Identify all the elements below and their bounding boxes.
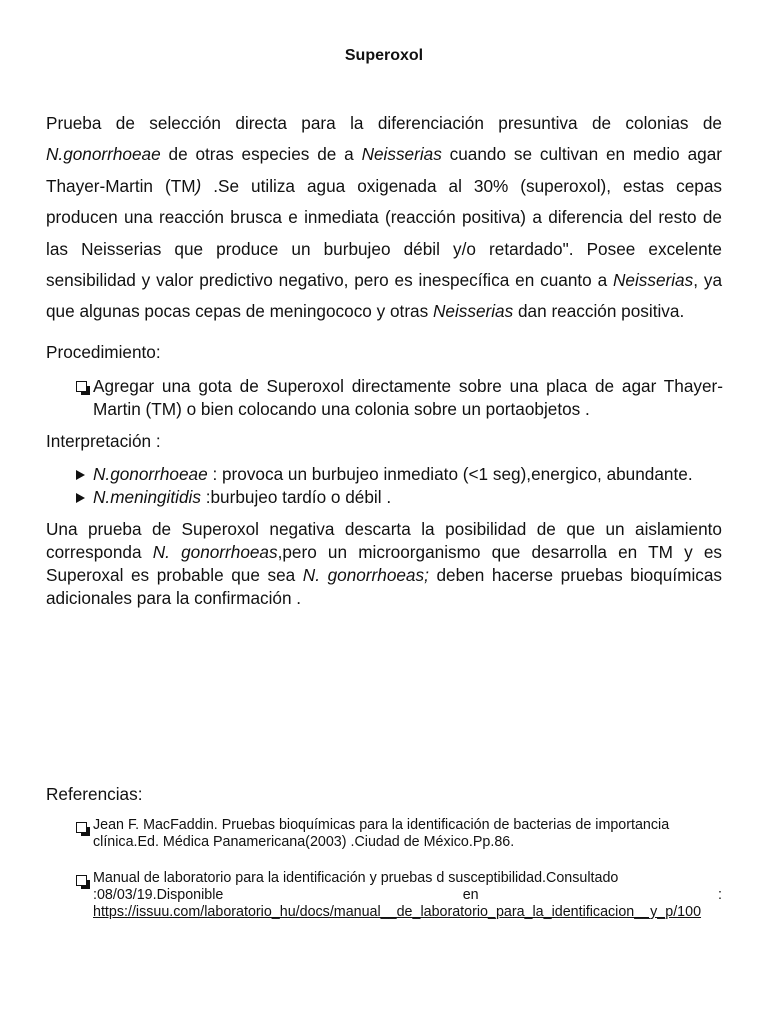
intro-text: ) (195, 175, 202, 196)
interpretation-heading: Interpretación : (46, 431, 161, 451)
closing-text: ,pero un microorganismo que desarrolla en TM y es Superoxal es probable que sea (46, 542, 722, 585)
intro-text: .Se utiliza agua oxigenada al 30% (superoxol), estas cepas producen una reacción brusca e inmediata (reacción positiva) a diferencia del resto de las Neisserias que produce un burbujeo débil y/o retardado". Posee excelente sensibilidad y valor predictivo negativo, pero es inespecífica en cuanto a (46, 175, 722, 291)
procedure-heading: Procedimiento: (46, 342, 161, 362)
arrow-bullet-icon (76, 486, 85, 509)
reference-text: Manual de laboratorio para la identificación y pruebas d susceptibilidad.Consultado (93, 870, 619, 886)
organism-name: N.meningitidis (93, 487, 201, 507)
reference-text: : (718, 887, 722, 904)
references-heading: Referencias: (46, 784, 143, 804)
intro-text: Prueba de selección directa para la diferenciación presuntiva de colonias de (46, 113, 722, 133)
organism-name: N.gonorrhoeae (93, 464, 208, 484)
intro-text: , ya que algunas pocas cepas de meningococo y otras (46, 270, 723, 322)
closing-text: Una prueba de Superoxol negativa descarta la posibilidad de que un aislamiento corresponda (46, 519, 722, 562)
interpretation-item (76, 486, 723, 509)
intro-text: cuando se cultivan en medio agar Thayer-Martin (TM (46, 144, 722, 196)
organism-name: N. gonorrhoeas (152, 542, 278, 562)
reference-item (76, 817, 722, 851)
interpretation-text: :burbujeo tardío o débil . (200, 487, 392, 507)
intro-text: de otras especies de a (160, 144, 362, 165)
reference-link[interactable]: https://issuu.com/laboratorio_hu/docs/manual__de_laboratorio_para_la_identificacion__y_p/100 (93, 904, 702, 921)
organism-name: Neisserias (361, 144, 442, 165)
document-title: Superoxol (344, 47, 424, 64)
reference-text: :08/03/19.Disponible (93, 887, 224, 904)
checkbox-bullet-icon (76, 816, 87, 838)
reference-item (76, 870, 722, 922)
checkbox-bullet-icon (76, 375, 87, 398)
procedure-item (76, 375, 723, 421)
organism-name: N.gonorrhoeae (46, 144, 161, 165)
intro-paragraph (46, 108, 722, 328)
procedure-item-text: Agregar una gota de Superoxol directamente sobre una placa de agar Thayer-Martin (TM) o bien colocando una colonia sobre un portaobjetos . (93, 376, 723, 419)
organism-name: N. gonorrhoeas; (302, 565, 429, 585)
interpretation-text: : provoca un burbujeo inmediato (<1 seg),energico, abundante. (207, 464, 693, 484)
reference-text: en (462, 887, 479, 904)
closing-paragraph (46, 518, 722, 610)
organism-name: Neisserias (432, 301, 514, 322)
organism-name: Neisserias (612, 270, 694, 291)
checkbox-bullet-icon (76, 869, 87, 891)
interpretation-item (76, 463, 723, 486)
arrow-bullet-icon (76, 463, 85, 486)
closing-text: deben hacerse pruebas bioquímicas adicionales para la confirmación . (46, 565, 723, 608)
intro-text: dan reacción positiva. (513, 301, 685, 322)
reference-text: Jean F. MacFaddin. Pruebas bioquímicas para la identificación de bacterias de importancia clínica.Ed. Médica Panamericana(2003) .Ciudad de México.Pp.86. (93, 817, 670, 851)
